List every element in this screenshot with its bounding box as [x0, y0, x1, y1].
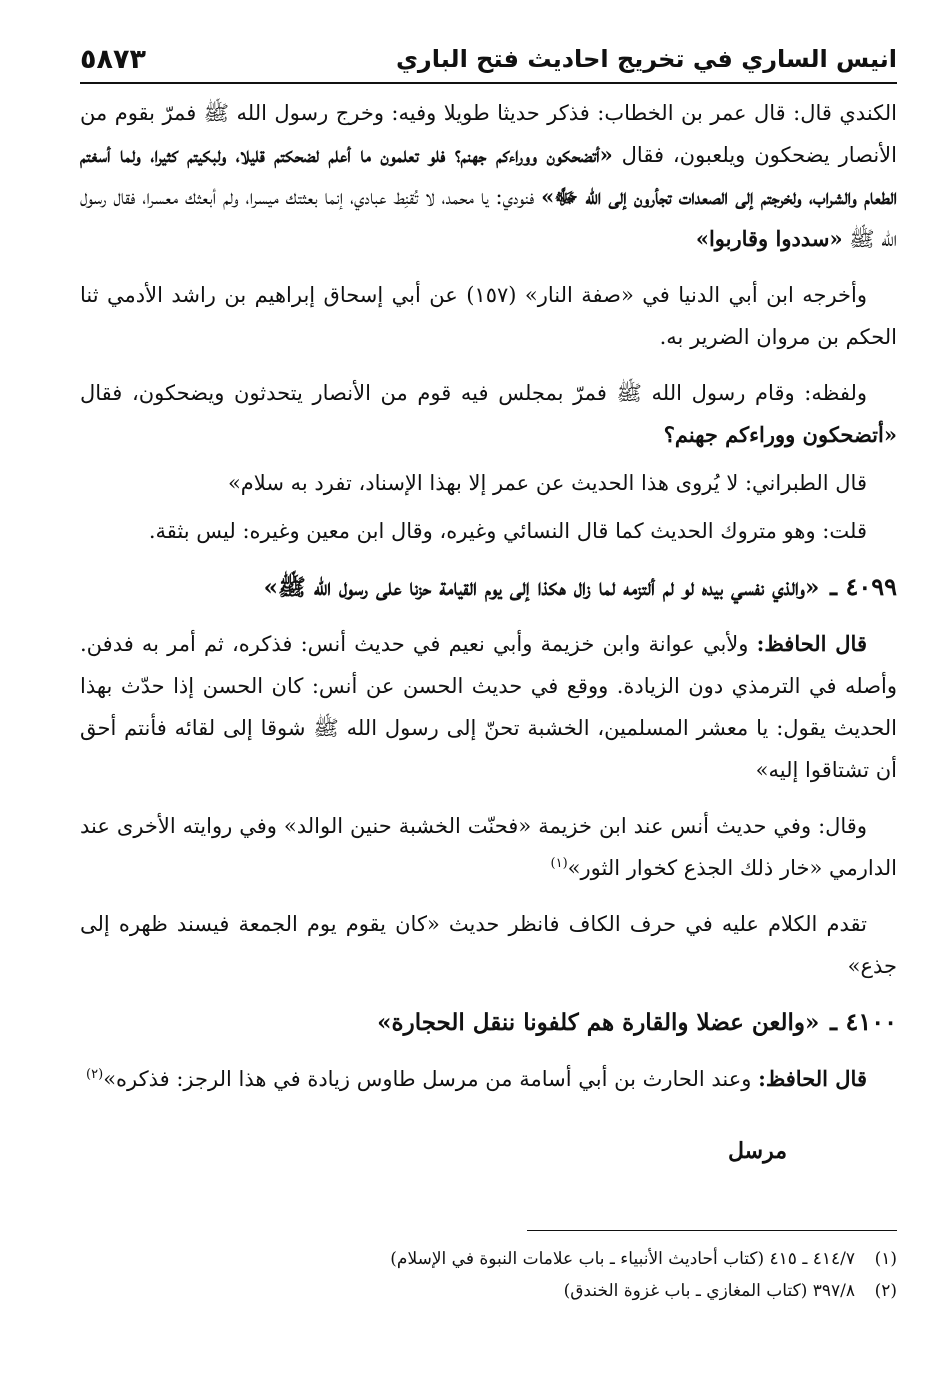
- grade-mursal: مرسل: [727, 1138, 787, 1164]
- paragraph-hafiz-2: [80, 1058, 897, 1100]
- text-run: الكندي قال: قال عمر بن الخطاب: فذكر حديثا طويلا وفيه: وخرج رسول الله ﷺ فمرّ بقوم من الأنصار يضحكون ويلعبون، فقال: [80, 101, 897, 167]
- footnote-1: [80, 1243, 897, 1275]
- hadith-quote: «أتضحكون ووراءكم جهنم؟: [663, 422, 897, 447]
- footnote-ref-2[interactable]: (٢): [86, 1067, 104, 1082]
- footnote-ref-1[interactable]: (١): [550, 856, 568, 871]
- paragraph-qultu: قلت: وهو متروك الحديث كما قال النسائي وغيره، وقال ابن معين وغيره: ليس بثقة.: [148, 519, 867, 543]
- quote: «فحنّت الخشبة حنين الوالد»: [283, 814, 532, 838]
- footnote-number: (١): [874, 1249, 897, 1269]
- footnote-number: (٢): [874, 1281, 897, 1301]
- footnotes: [80, 1230, 897, 1307]
- quote: «كان يقوم يوم الجمعة فيسند ظهره إلى جذع»: [80, 912, 897, 978]
- quote: «خار ذلك الجذع كخوار الثور»: [567, 856, 823, 880]
- text-run: وقال: وفي حديث أنس عند ابن خزيمة: [531, 814, 867, 838]
- paragraph-taqaddam: [80, 903, 897, 987]
- text-run: فنودي: يا محمد، لا تُقنِط عبادي، إنما بعثتك ميسرا، ولم أبعثك معسرا، فقال رسول الله ﷺ: [80, 185, 897, 251]
- hadith-4100: [80, 1001, 897, 1044]
- text-run: ولفظه: وقام رسول الله ﷺ فمرّ بمجلس فيه قوم من الأنصار يتحدثون ويضحكون، فقال: [80, 381, 867, 405]
- hadith-text: «والذي نفسي بيده لو لم ألتزمه لما زال هكذا إلى يوم القيامة حزنا على رسول الله ﷺ»: [263, 574, 820, 601]
- footnote-2: [80, 1275, 897, 1307]
- text-run: وفي روايته الأخرى عند الدارمي: [80, 814, 897, 880]
- paragraph-wa-qala: [80, 805, 897, 889]
- paragraph-hafiz-1: [80, 623, 897, 791]
- hadith-quote: «أتضحكون ووراءكم جهنم؟ فلو تعلمون ما أعلم لضحكتم قليلا، ولبكيتم كثيرا، ولما أسغتم الطعام والشراب، ولخرجتم إلى الصعدات تجأرون إلى الله ﷻ»: [80, 142, 897, 209]
- page-number: ٥٨٧٣: [80, 43, 146, 75]
- hafiz-label: قال الحافظ:: [758, 1066, 867, 1091]
- paragraph-lafzuhu: [80, 372, 897, 456]
- main-text: [80, 92, 897, 1172]
- footnote-divider: [527, 1230, 897, 1231]
- footnote-text: ٣٩٧/٨ (كتاب المغازي ـ باب غزوة الخندق): [563, 1281, 855, 1301]
- footnote-text: ٤١٤/٧ ـ ٤١٥ (كتاب أحاديث الأنبياء ـ باب علامات النبوة في الإسلام): [390, 1249, 855, 1269]
- text-run: وعند الحارث بن أبي أسامة من مرسل طاوس زيادة في هذا الرجز: فذكره»: [103, 1067, 759, 1091]
- hadith-quote: «سددوا وقاربوا»: [695, 226, 843, 251]
- page-header: [80, 36, 897, 84]
- text-run: تقدم الكلام عليه في حرف الكاف فانظر حديث: [439, 912, 867, 936]
- paragraph-kindi: [80, 92, 897, 260]
- paragraph-ibn-abi-dunya: وأخرجه ابن أبي الدنيا في «صفة النار» (١٥٧) عن أبي إسحاق إبراهيم بن راشد الأدمي ثنا الحكم بن مروان الضرير به.: [80, 283, 897, 349]
- hadith-number: ٤٠٩٩ ـ: [830, 572, 897, 601]
- hadith-number: ٤١٠٠ ـ: [830, 1007, 897, 1036]
- running-title: انيس الساري في تخريج احاديث فتح الباري: [395, 45, 897, 73]
- hadith-4099: [80, 566, 897, 609]
- hadith-text: «والعن عضلا والقارة هم كلفونا ننقل الحجارة»: [377, 1009, 820, 1036]
- paragraph-tabarani: قال الطبراني: لا يُروى هذا الحديث عن عمر إلا بهذا الإسناد، تفرد به سلام»: [227, 471, 867, 495]
- text-run: ولأبي عوانة وابن خزيمة وأبي نعيم في حديث أنس: فذكره، ثم أمر به فدفن. وأصله في الترمذي دون الزيادة. ووقع في حديث الحسن عن أنس: كان الحسن إذا حدّث بهذا الحديث يقول: يا معشر المسلمين، الخشبة تحنّ إلى رسول الله ﷺ شوقا إلى لقائه فأنتم أحق أن تشتاقوا إليه»: [80, 632, 897, 782]
- hafiz-label: قال الحافظ:: [756, 631, 867, 656]
